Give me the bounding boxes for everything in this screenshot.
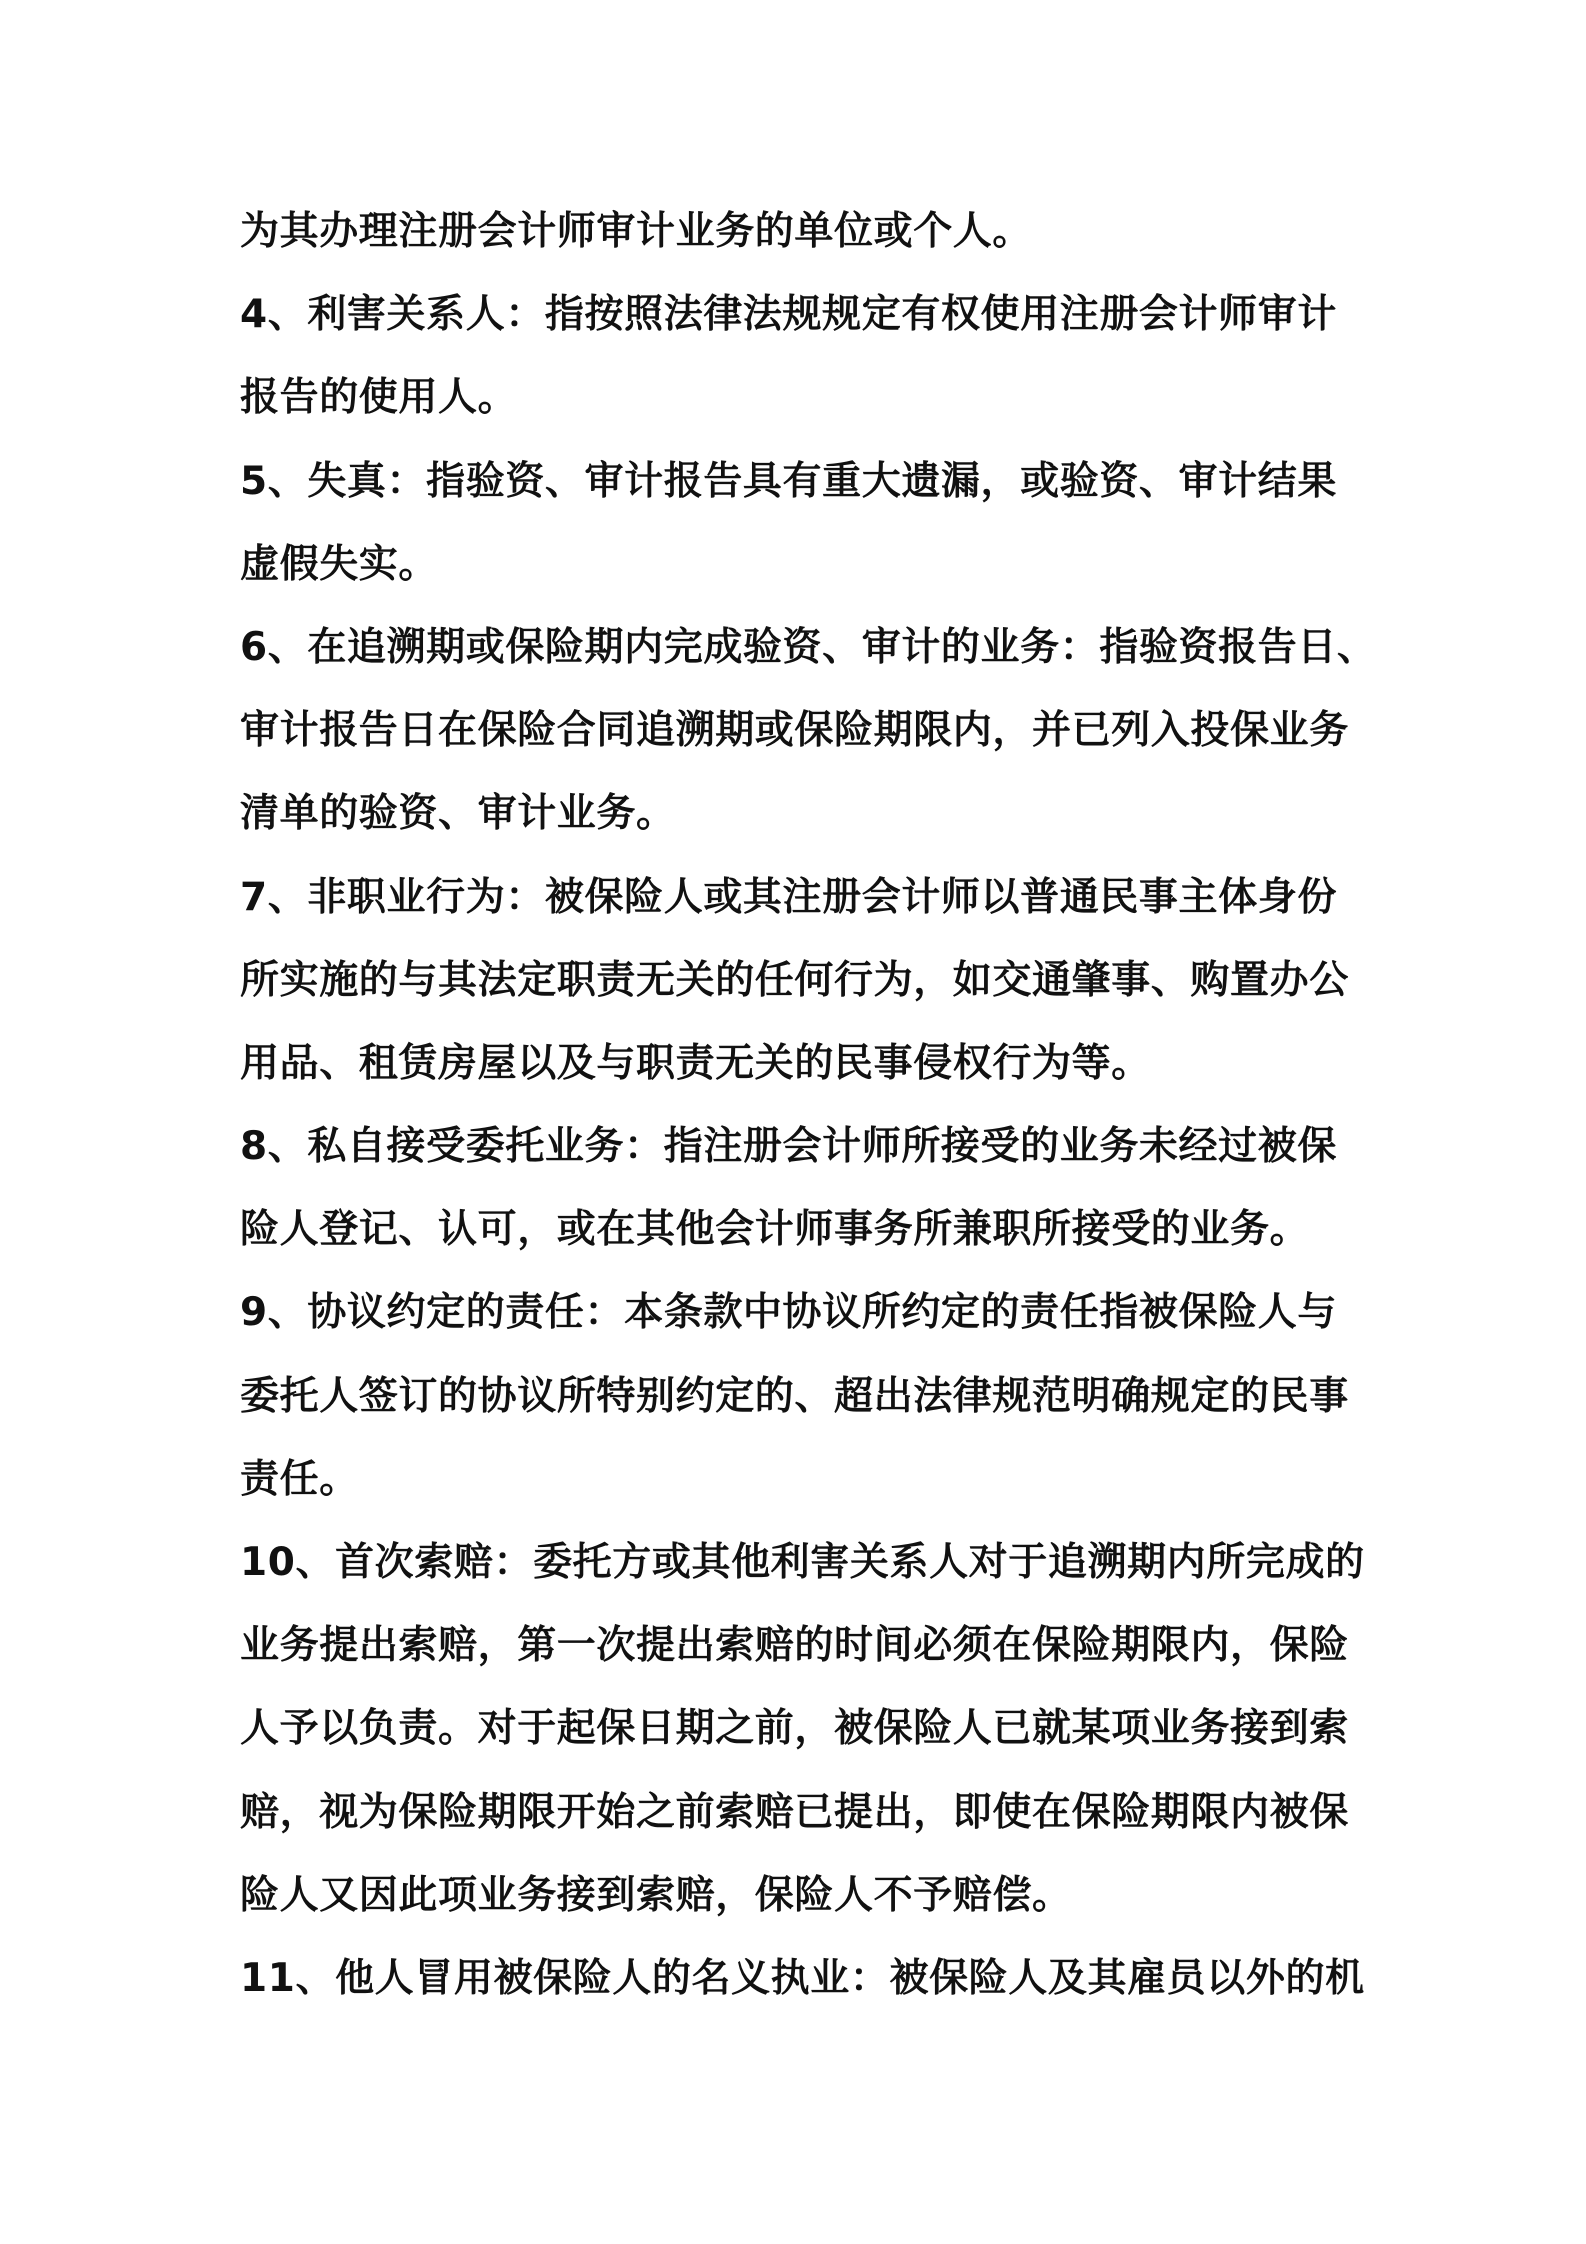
text-line: 4、利害关系人：指按照法律法规规定有权使用注册会计师审计 <box>240 292 1337 338</box>
text-line: 7、非职业行为：被保险人或其注册会计师以普通民事主体身份 <box>240 874 1337 920</box>
text-line: 报告的使用人。 <box>240 375 518 421</box>
text-line: 10、首次索赔：委托方或其他利害关系人对于追溯期内所完成的 <box>240 1540 1365 1585</box>
text-line: 险人登记、认可，或在其他会计师事务所兼职所接受的业务。 <box>240 1207 1310 1253</box>
text-line: 所实施的与其法定职责无关的任何行为，如交通肇事、购置办公 <box>240 957 1349 1003</box>
text-line: 赔，视为保险期限开始之前索赔已提出，即使在保险期限内被保 <box>240 1789 1349 1835</box>
text-line: 委托人签订的协议所特别约定的、超出法律规范明确规定的民事 <box>240 1373 1349 1419</box>
text-line: 审计报告日在保险合同追溯期或保险期限内，并已列入投保业务 <box>240 708 1349 754</box>
text-line: 9、协议约定的责任：本条款中协议所约定的责任指被保险人与 <box>240 1290 1337 1336</box>
text-line: 为其办理注册会计师审计业务的单位或个人。 <box>240 209 1033 254</box>
text-line: 6、在追溯期或保险期内完成验资、审计的业务：指验资报告日、 <box>240 624 1377 670</box>
text-line: 责任。 <box>240 1456 359 1502</box>
text-line: 虚假失实。 <box>240 541 439 587</box>
text-line: 用品、租赁房屋以及与职责无关的民事侵权行为等。 <box>240 1040 1151 1086</box>
document-body <box>240 190 1377 2020</box>
text-line: 人予以负责。对于起保日期之前，被保险人已就某项业务接到索 <box>240 1706 1349 1752</box>
text-line: 险人又因此项业务接到索赔，保险人不予赔偿。 <box>240 1872 1072 1918</box>
text-line: 8、私自接受委托业务：指注册会计师所接受的业务未经过被保 <box>240 1124 1337 1170</box>
text-line: 5、失真：指验资、审计报告具有重大遗漏，或验资、审计结果 <box>240 458 1337 504</box>
text-line: 清单的验资、审计业务。 <box>240 791 676 837</box>
text-line: 业务提出索赔，第一次提出索赔的时间必须在保险期限内，保险 <box>240 1623 1349 1669</box>
text-line: 11、他人冒用被保险人的名义执业：被保险人及其雇员以外的机 <box>240 1955 1365 2001</box>
